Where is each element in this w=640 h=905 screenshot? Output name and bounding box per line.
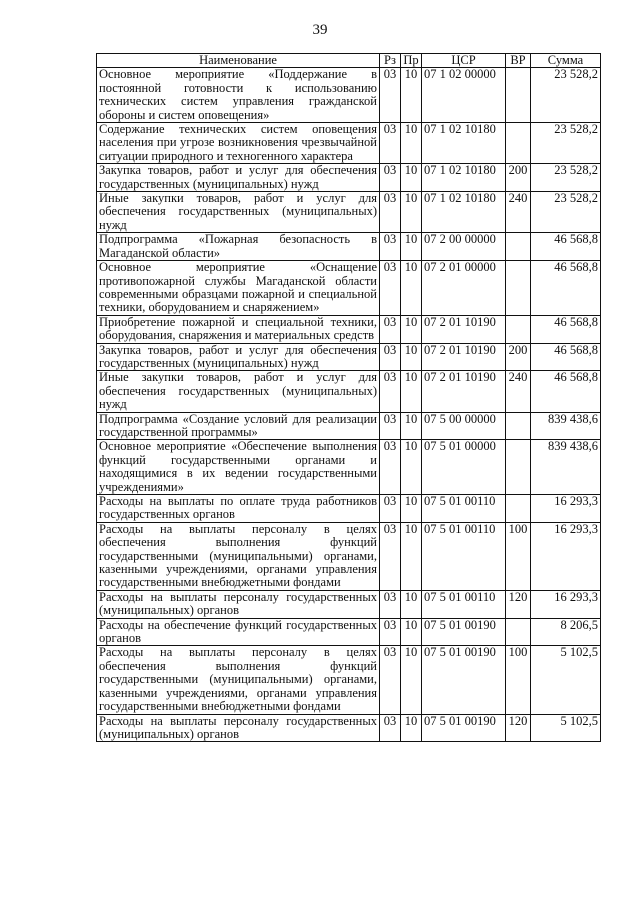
cell-pr: 10: [401, 164, 422, 192]
budget-table: [96, 53, 601, 742]
cell-vr: [506, 495, 531, 523]
table-row: [97, 233, 601, 261]
cell-sum: 16 293,3: [531, 495, 601, 523]
cell-csr: 07 2 01 00000: [422, 261, 506, 316]
table-body: [97, 68, 601, 742]
cell-rz: 03: [380, 68, 401, 123]
cell-rz: 03: [380, 343, 401, 371]
table-row: [97, 646, 601, 714]
cell-sum: 46 568,8: [531, 371, 601, 412]
cell-csr: 07 5 00 00000: [422, 412, 506, 440]
cell-pr: 10: [401, 714, 422, 742]
header-pr: Пр: [401, 54, 422, 68]
cell-vr: [506, 440, 531, 495]
cell-pr: 10: [401, 522, 422, 590]
table-row: [97, 495, 601, 523]
cell-vr: 100: [506, 522, 531, 590]
cell-csr: 07 1 02 10180: [422, 164, 506, 192]
cell-sum: 23 528,2: [531, 192, 601, 233]
cell-sum: 23 528,2: [531, 123, 601, 164]
cell-csr: 07 5 01 00110: [422, 522, 506, 590]
cell-rz: 03: [380, 522, 401, 590]
cell-sum: 23 528,2: [531, 68, 601, 123]
cell-pr: 10: [401, 123, 422, 164]
cell-rz: 03: [380, 440, 401, 495]
cell-pr: 10: [401, 343, 422, 371]
header-rz: Рз: [380, 54, 401, 68]
cell-pr: 10: [401, 440, 422, 495]
header-sum: Сумма: [531, 54, 601, 68]
cell-name: Расходы на выплаты персоналу государственных (муниципальных) органов: [97, 590, 380, 618]
cell-name: Расходы на обеспечение функций государственных органов: [97, 618, 380, 646]
cell-csr: 07 5 01 00190: [422, 714, 506, 742]
table-row: [97, 522, 601, 590]
cell-vr: 200: [506, 164, 531, 192]
cell-name: Расходы на выплаты персоналу в целях обеспечения выполнения функций государственными (муниципальными) органами, казенными учреждениями, органами управления государственными внебюджетными фондами: [97, 522, 380, 590]
cell-rz: 03: [380, 371, 401, 412]
table-row: [97, 590, 601, 618]
cell-name: Иные закупки товаров, работ и услуг для обеспечения государственных (муниципальных) нужд: [97, 192, 380, 233]
cell-name: Иные закупки товаров, работ и услуг для обеспечения государственных (муниципальных) нужд: [97, 371, 380, 412]
table-row: [97, 714, 601, 742]
page-number: 39: [312, 22, 328, 38]
cell-csr: 07 5 01 00110: [422, 590, 506, 618]
cell-vr: 120: [506, 714, 531, 742]
cell-pr: 10: [401, 192, 422, 233]
cell-vr: 240: [506, 192, 531, 233]
cell-name: Закупка товаров, работ и услуг для обеспечения государственных (муниципальных) нужд: [97, 164, 380, 192]
cell-vr: 240: [506, 371, 531, 412]
header-name: Наименование: [97, 54, 380, 68]
cell-vr: [506, 315, 531, 343]
cell-rz: 03: [380, 590, 401, 618]
cell-csr: 07 2 01 10190: [422, 343, 506, 371]
cell-name: Основное мероприятие «Обеспечение выполнения функций государственными органами и находящимися в их ведении государственными учреждениями»: [97, 440, 380, 495]
header-csr: ЦСР: [422, 54, 506, 68]
cell-sum: 5 102,5: [531, 714, 601, 742]
table-row: [97, 618, 601, 646]
cell-vr: [506, 233, 531, 261]
cell-rz: 03: [380, 315, 401, 343]
cell-pr: 10: [401, 315, 422, 343]
cell-vr: 100: [506, 646, 531, 714]
cell-csr: 07 2 00 00000: [422, 233, 506, 261]
table-row: [97, 192, 601, 233]
cell-sum: 46 568,8: [531, 261, 601, 316]
cell-csr: 07 1 02 10180: [422, 123, 506, 164]
cell-sum: 16 293,3: [531, 590, 601, 618]
cell-pr: 10: [401, 495, 422, 523]
table-header-row: [97, 54, 601, 68]
cell-name: Расходы на выплаты по оплате труда работников государственных органов: [97, 495, 380, 523]
table-row: [97, 68, 601, 123]
cell-csr: 07 5 01 00190: [422, 646, 506, 714]
table-row: [97, 261, 601, 316]
cell-name: Содержание технических систем оповещения населения при угрозе возникновения чрезвычайной ситуации природного и техногенного характера: [97, 123, 380, 164]
cell-name: Расходы на выплаты персоналу государственных (муниципальных) органов: [97, 714, 380, 742]
cell-vr: 120: [506, 590, 531, 618]
cell-rz: 03: [380, 412, 401, 440]
cell-csr: 07 1 02 10180: [422, 192, 506, 233]
cell-rz: 03: [380, 618, 401, 646]
cell-rz: 03: [380, 495, 401, 523]
table-row: [97, 371, 601, 412]
cell-pr: 10: [401, 590, 422, 618]
cell-csr: 07 2 01 10190: [422, 371, 506, 412]
cell-vr: [506, 68, 531, 123]
cell-pr: 10: [401, 646, 422, 714]
cell-name: Расходы на выплаты персоналу в целях обеспечения выполнения функций государственными (муниципальными) органами, казенными учреждениями, органами управления государственными внебюджетными фондами: [97, 646, 380, 714]
cell-name: Закупка товаров, работ и услуг для обеспечения государственных (муниципальных) нужд: [97, 343, 380, 371]
cell-sum: 46 568,8: [531, 315, 601, 343]
cell-rz: 03: [380, 164, 401, 192]
cell-rz: 03: [380, 192, 401, 233]
cell-name: Приобретение пожарной и специальной техники, оборудования, снаряжения и материальных средств: [97, 315, 380, 343]
cell-sum: 16 293,3: [531, 522, 601, 590]
cell-sum: 23 528,2: [531, 164, 601, 192]
cell-pr: 10: [401, 618, 422, 646]
cell-sum: 5 102,5: [531, 646, 601, 714]
cell-name: Основное мероприятие «Поддержание в постоянной готовности к использованию технических систем управления гражданской обороны и систем оповещения»: [97, 68, 380, 123]
cell-sum: 46 568,8: [531, 343, 601, 371]
cell-csr: 07 1 02 00000: [422, 68, 506, 123]
cell-sum: 839 438,6: [531, 440, 601, 495]
cell-rz: 03: [380, 261, 401, 316]
cell-rz: 03: [380, 123, 401, 164]
table-row: [97, 164, 601, 192]
cell-pr: 10: [401, 261, 422, 316]
cell-name: Основное мероприятие «Оснащение противопожарной службы Магаданской области современными образцами пожарной и специальной техники, оборудованием и снаряжением»: [97, 261, 380, 316]
table-row: [97, 343, 601, 371]
cell-vr: [506, 123, 531, 164]
table-row: [97, 412, 601, 440]
cell-csr: 07 5 01 00000: [422, 440, 506, 495]
cell-vr: [506, 261, 531, 316]
cell-sum: 839 438,6: [531, 412, 601, 440]
cell-pr: 10: [401, 68, 422, 123]
cell-vr: [506, 618, 531, 646]
cell-name: Подпрограмма «Создание условий для реализации государственной программы»: [97, 412, 380, 440]
cell-sum: 8 206,5: [531, 618, 601, 646]
cell-rz: 03: [380, 714, 401, 742]
cell-csr: 07 5 01 00190: [422, 618, 506, 646]
cell-name: Подпрограмма «Пожарная безопасность в Магаданской области»: [97, 233, 380, 261]
cell-vr: [506, 412, 531, 440]
cell-rz: 03: [380, 233, 401, 261]
cell-pr: 10: [401, 371, 422, 412]
table-row: [97, 123, 601, 164]
header-vr: ВР: [506, 54, 531, 68]
cell-vr: 200: [506, 343, 531, 371]
cell-csr: 07 2 01 10190: [422, 315, 506, 343]
table-row: [97, 315, 601, 343]
cell-sum: 46 568,8: [531, 233, 601, 261]
cell-pr: 10: [401, 233, 422, 261]
cell-pr: 10: [401, 412, 422, 440]
cell-rz: 03: [380, 646, 401, 714]
table-row: [97, 440, 601, 495]
cell-csr: 07 5 01 00110: [422, 495, 506, 523]
